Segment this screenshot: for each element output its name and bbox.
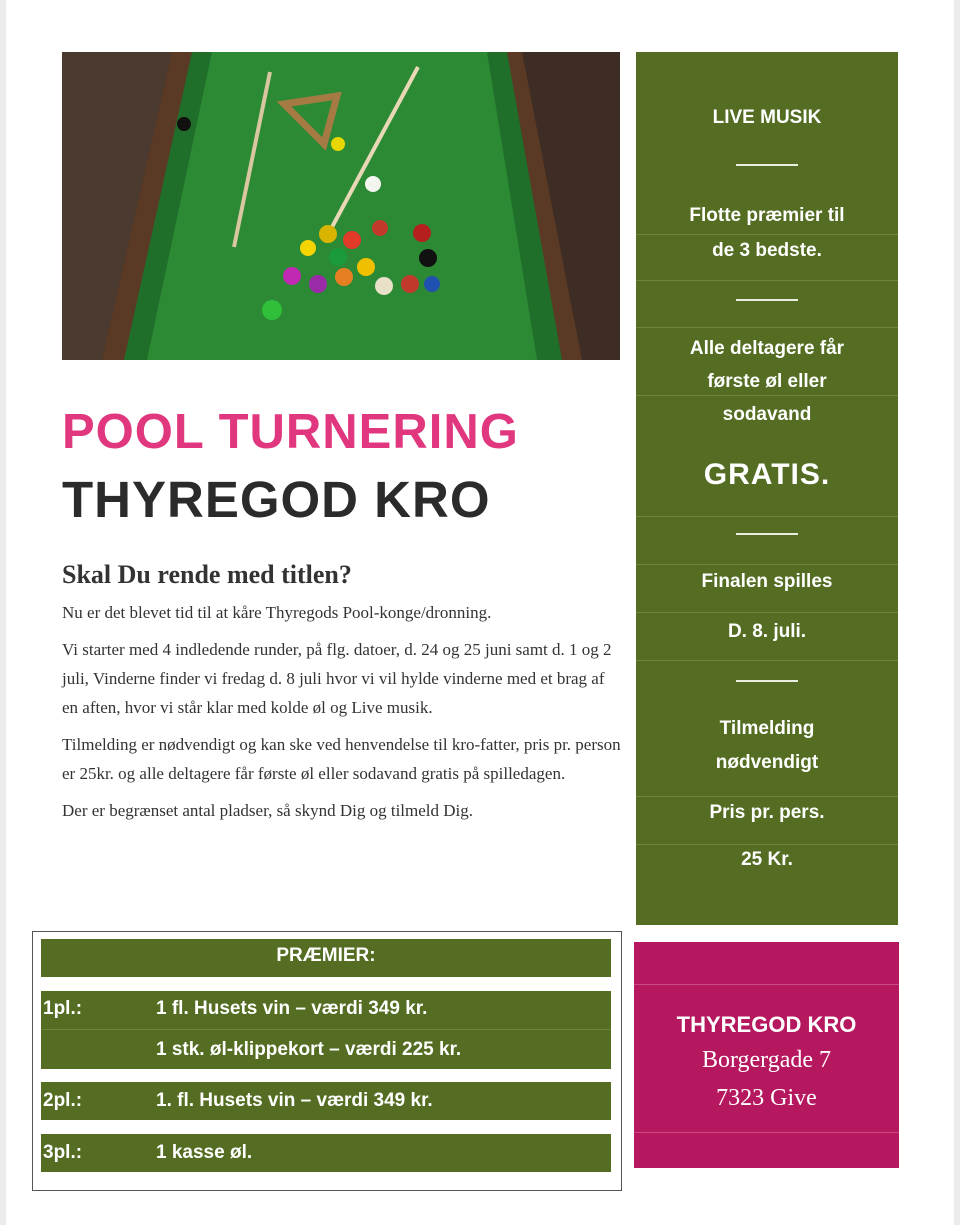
article-subtitle: Skal Du rende med titlen? <box>62 560 352 589</box>
divider <box>636 327 898 328</box>
prizes-box <box>32 931 622 1191</box>
second-prize: 1. fl. Husets vin – værdi 349 kr. <box>156 1090 433 1111</box>
info-sidebar <box>636 52 898 925</box>
price-label: Pris pr. pers. <box>709 802 825 823</box>
divider <box>636 280 898 281</box>
free-label: GRATIS. <box>703 458 831 491</box>
third-prize: 1 kasse øl. <box>156 1142 253 1163</box>
second-place-row <box>41 1082 611 1120</box>
divider <box>636 660 898 661</box>
venue-title: THYREGOD KRO <box>62 471 491 528</box>
price-value: 25 Kr. <box>741 849 793 870</box>
prizes-header <box>41 939 611 977</box>
paragraph: Nu er det blevet tid til at kåre Thyregods Pool-konge/dronning. <box>62 603 492 622</box>
first-prize-1: 1 fl. Husets vin – værdi 349 kr. <box>156 998 428 1019</box>
first-prize-2: 1 stk. øl-klippekort – værdi 225 kr. <box>156 1039 462 1060</box>
signup-line-2: nødvendigt <box>715 752 819 773</box>
final-label: Finalen spilles <box>701 571 833 592</box>
participants-line-1: Alle deltagere får <box>689 338 845 359</box>
city-address: 7323 Give <box>716 1085 817 1111</box>
participants-line-2: første øl eller <box>707 371 827 392</box>
third-place-label: 3pl.: <box>43 1142 83 1163</box>
live-music-label: LIVE MUSIK <box>712 107 822 128</box>
first-place-row <box>41 991 611 1069</box>
divider <box>636 234 898 235</box>
street-address: Borgergade 7 <box>701 1047 832 1073</box>
divider <box>636 564 898 565</box>
rule <box>736 299 798 301</box>
third-place-row <box>41 1134 611 1172</box>
venue-name: THYREGOD KRO <box>676 1012 857 1037</box>
prizes-heading: PRÆMIER: <box>276 945 376 966</box>
divider <box>41 1029 611 1030</box>
divider <box>634 1132 899 1133</box>
divider <box>634 984 899 985</box>
rule <box>736 680 798 682</box>
pool-table-photo <box>62 52 620 360</box>
signup-line-1: Tilmelding <box>719 718 815 739</box>
divider <box>636 844 898 845</box>
address-box <box>634 942 899 1168</box>
divider <box>636 516 898 517</box>
divider <box>636 612 898 613</box>
paragraph: Vi starter med 4 indledende runder, på flg. datoer, d. 24 og 25 juni samt d. 1 og 2 juli, Vinderne finder vi fredag d. 8 juli hvor vi vil hylde vinderne med et brag af en aften, hvor vi står klar med kolde øl og Live musik. <box>62 640 612 717</box>
first-place-label: 1pl.: <box>43 998 83 1019</box>
prizes-line-2: de 3 bedste. <box>712 240 822 261</box>
paragraph: Der er begrænset antal pladser, så skynd Dig og tilmeld Dig. <box>62 801 474 820</box>
paragraph: Tilmelding er nødvendigt og kan ske ved henvendelse til kro-fatter, pris pr. person er 25kr. og alle deltagere får første øl eller sodavand gratis på spilledagen. <box>62 735 621 783</box>
rule <box>736 164 798 166</box>
divider <box>636 395 898 396</box>
pool-table-illustration <box>62 52 620 360</box>
participants-line-3: sodavand <box>722 404 812 425</box>
final-date: D. 8. juli. <box>727 621 807 642</box>
second-place-label: 2pl.: <box>43 1090 83 1111</box>
prizes-line-1: Flotte præmier til <box>689 205 845 226</box>
event-title: POOL TURNERING <box>62 405 519 459</box>
rule <box>736 533 798 535</box>
divider <box>636 796 898 797</box>
article-body <box>62 598 622 833</box>
